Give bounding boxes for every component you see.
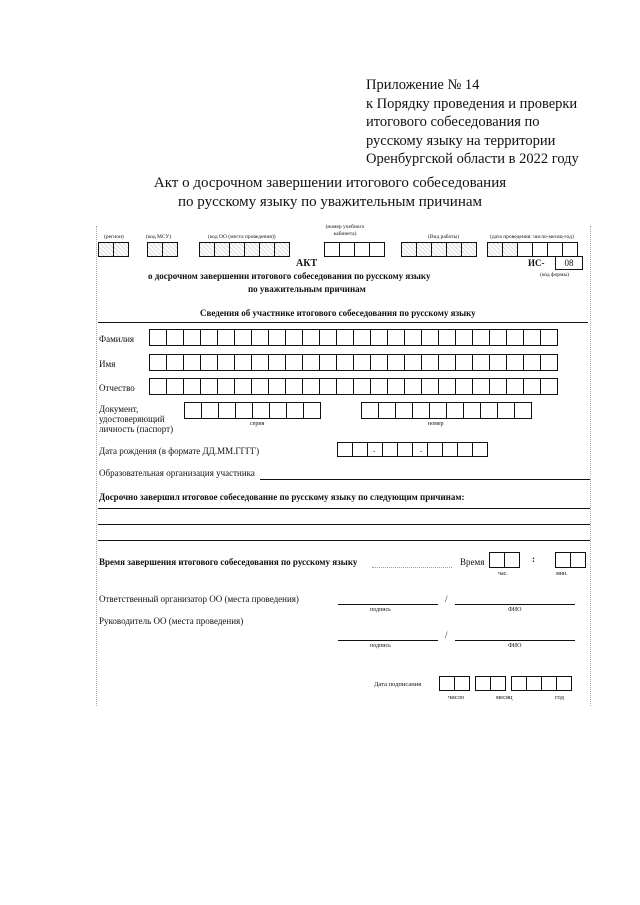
form-number: 08 <box>555 256 583 270</box>
char-cell[interactable] <box>497 402 515 419</box>
signature-caption: подпись <box>370 643 391 649</box>
appendix-line: итогового собеседования по <box>366 114 540 130</box>
char-cell[interactable] <box>235 402 253 419</box>
char-cell[interactable] <box>353 378 371 395</box>
birth-date-dot: . <box>420 444 423 454</box>
char-cell[interactable] <box>183 354 201 371</box>
char-cell[interactable] <box>336 378 354 395</box>
char-cell[interactable] <box>353 354 371 371</box>
end-time-dots <box>372 567 452 568</box>
msu-cells[interactable] <box>148 242 178 257</box>
form-prefix: ИС- <box>528 258 545 268</box>
participant-header: Сведения об участнике итогового собеседования по русскому языку <box>200 308 476 318</box>
title-line-2: по русскому языку по уважительным причинам <box>177 194 482 210</box>
char-cell[interactable] <box>183 378 201 395</box>
char-cell[interactable] <box>540 378 558 395</box>
char-cell[interactable] <box>268 378 286 395</box>
char-cell[interactable] <box>472 378 490 395</box>
char-cell[interactable] <box>438 354 456 371</box>
char-cell[interactable] <box>387 354 405 371</box>
organizer-slash: / <box>445 594 448 604</box>
reason-line <box>98 540 590 541</box>
char-cell[interactable] <box>268 329 286 346</box>
oo-label: (код ОО (места проведения)) <box>208 234 276 240</box>
day-caption: число <box>448 694 465 701</box>
surname-label: Фамилия <box>99 334 135 344</box>
document-label-line: удостоверяющий <box>99 414 165 424</box>
date-label: (дата проведения: число-месяц-год) <box>490 234 574 240</box>
birth-date-dot: . <box>373 444 376 454</box>
char-cell[interactable] <box>200 329 218 346</box>
patronymic-label: Отчество <box>99 383 135 393</box>
char-cell[interactable] <box>234 329 252 346</box>
char-cell[interactable] <box>251 329 269 346</box>
month-caption: месяц <box>496 694 513 701</box>
end-time-label: Время завершения итогового собеседования по русскому языку <box>99 557 358 567</box>
char-cell[interactable] <box>252 402 270 419</box>
char-cell[interactable] <box>302 329 320 346</box>
char-cell[interactable] <box>514 402 532 419</box>
name-field[interactable] <box>150 354 558 371</box>
char-cell[interactable] <box>286 402 304 419</box>
akt-subtitle-2: по уважительным причинам <box>248 284 366 294</box>
char-cell[interactable] <box>438 378 456 395</box>
char-cell[interactable] <box>217 354 235 371</box>
reason-line <box>98 508 590 509</box>
work-type-label: (Вид работы) <box>428 234 460 240</box>
number-label: номер <box>428 421 444 427</box>
oo-cells[interactable] <box>200 242 290 257</box>
char-cell[interactable] <box>421 378 439 395</box>
reason-line <box>98 524 590 525</box>
fio-caption: ФИО <box>508 643 522 649</box>
char-cell[interactable] <box>217 329 235 346</box>
char-cell[interactable] <box>404 354 422 371</box>
birth-date-field[interactable] <box>338 442 488 457</box>
appendix-block <box>366 76 626 169</box>
char-cell[interactable] <box>378 402 396 419</box>
appendix-line: русскому языку на территории <box>366 132 556 149</box>
char-cell[interactable] <box>455 329 473 346</box>
work-type-cells[interactable] <box>402 242 477 257</box>
reasons-label: Досрочно завершил итоговое собеседование по русскому языку по следующим причинам: <box>99 492 465 502</box>
series-label: серия <box>250 421 265 427</box>
room-cells[interactable] <box>325 242 385 257</box>
char-cell[interactable] <box>353 329 371 346</box>
char-cell[interactable] <box>455 354 473 371</box>
sign-date-label: Дата подписания <box>374 681 422 688</box>
char-cell[interactable] <box>269 402 287 419</box>
char-cell[interactable] <box>429 402 447 419</box>
surname-field[interactable] <box>150 329 558 346</box>
char-cell[interactable] <box>166 354 184 371</box>
appendix-line: к Порядку проведения и проверки <box>366 95 578 112</box>
char-cell[interactable] <box>183 329 201 346</box>
minutes-label: мин. <box>556 571 568 577</box>
char-cell[interactable] <box>489 354 507 371</box>
char-cell[interactable] <box>506 329 524 346</box>
form-right-border <box>590 226 591 706</box>
head-label: Руководитель ОО (места проведения) <box>99 616 244 626</box>
char-cell[interactable] <box>285 329 303 346</box>
hours-label: час. <box>498 571 508 577</box>
char-cell[interactable] <box>319 329 337 346</box>
char-cell[interactable] <box>472 354 490 371</box>
char-cell[interactable] <box>200 378 218 395</box>
char-cell[interactable] <box>387 329 405 346</box>
char-cell[interactable] <box>463 402 481 419</box>
minutes-field[interactable] <box>556 552 586 568</box>
title-line-1: Акт о досрочном завершении итогового собеседования <box>153 175 507 191</box>
birth-date-label: Дата рождения (в формате ДД.ММ.ГГГГ) <box>99 446 260 456</box>
head-fio-line[interactable] <box>455 640 575 641</box>
char-cell[interactable] <box>523 329 541 346</box>
char-cell[interactable] <box>302 354 320 371</box>
char-cell[interactable] <box>149 378 167 395</box>
appendix-line: Оренбургской области в 2022 году <box>366 151 579 167</box>
organizer-label: Ответственный организатор ОО (места проведения) <box>99 594 299 604</box>
char-cell[interactable] <box>218 402 236 419</box>
char-cell[interactable] <box>336 354 354 371</box>
time-colon: : <box>532 554 535 564</box>
region-cells[interactable] <box>99 242 129 257</box>
document-title <box>120 174 540 212</box>
signature-caption: подпись <box>370 607 391 613</box>
char-cell[interactable] <box>412 402 430 419</box>
document-number-field[interactable] <box>362 402 532 419</box>
char-cell[interactable] <box>370 378 388 395</box>
char-cell[interactable] <box>370 354 388 371</box>
fio-caption: ФИО <box>508 607 522 613</box>
char-cell[interactable] <box>268 354 286 371</box>
char-cell[interactable] <box>489 329 507 346</box>
char-cell[interactable] <box>540 329 558 346</box>
char-cell[interactable] <box>506 354 524 371</box>
appendix-line: Приложение № 14 <box>366 77 480 93</box>
char-cell[interactable] <box>319 354 337 371</box>
char-cell[interactable] <box>302 378 320 395</box>
char-cell[interactable] <box>404 329 422 346</box>
char-cell[interactable] <box>395 402 413 419</box>
char-cell[interactable] <box>523 378 541 395</box>
patronymic-field[interactable] <box>150 378 558 395</box>
char-cell[interactable] <box>251 354 269 371</box>
char-cell[interactable] <box>404 378 422 395</box>
char-cell[interactable] <box>421 329 439 346</box>
char-cell[interactable] <box>184 402 202 419</box>
head-signature-line[interactable] <box>338 640 438 641</box>
char-cell[interactable] <box>234 378 252 395</box>
char-cell[interactable] <box>446 402 464 419</box>
char-cell[interactable] <box>149 329 167 346</box>
msu-label: (код МСУ) <box>146 234 172 240</box>
region-label: (регион) <box>104 234 124 240</box>
form-code-label: (код формы) <box>540 272 569 278</box>
char-cell[interactable] <box>489 378 507 395</box>
akt-heading: АКТ <box>296 258 318 269</box>
char-cell[interactable] <box>251 378 269 395</box>
char-cell[interactable] <box>540 354 558 371</box>
organizer-fio-line[interactable] <box>455 604 575 605</box>
char-cell[interactable] <box>421 354 439 371</box>
form-left-border <box>96 226 97 706</box>
char-cell[interactable] <box>200 354 218 371</box>
akt-subtitle-1: о досрочном завершении итогового собеседования по русскому языку <box>148 271 431 281</box>
char-cell[interactable] <box>201 402 219 419</box>
char-cell[interactable] <box>217 378 235 395</box>
time-label: Время <box>460 557 485 567</box>
char-cell[interactable] <box>523 354 541 371</box>
name-label: Имя <box>99 359 116 369</box>
char-cell[interactable] <box>166 378 184 395</box>
school-label: Образовательная организация участника <box>99 468 255 478</box>
char-cell[interactable] <box>285 378 303 395</box>
char-cell[interactable] <box>319 378 337 395</box>
document-label-line: личность (паспорт) <box>99 424 174 434</box>
organizer-signature-line[interactable] <box>338 604 438 605</box>
char-cell[interactable] <box>472 329 490 346</box>
char-cell[interactable] <box>506 378 524 395</box>
room-label: (номер учебного кабинета) <box>325 224 365 237</box>
document-series-field[interactable] <box>185 402 321 419</box>
section-divider <box>98 322 588 323</box>
char-cell[interactable] <box>480 402 498 419</box>
hours-field[interactable] <box>490 552 520 568</box>
char-cell[interactable] <box>361 402 379 419</box>
char-cell[interactable] <box>166 329 184 346</box>
date-cells[interactable] <box>488 242 578 257</box>
school-line <box>260 479 590 480</box>
document-label-line: Документ, <box>99 404 139 414</box>
year-caption: год <box>555 694 564 701</box>
char-cell[interactable] <box>438 329 456 346</box>
sign-date-field[interactable] <box>440 676 572 691</box>
char-cell[interactable] <box>455 378 473 395</box>
char-cell[interactable] <box>370 329 388 346</box>
document-label <box>99 404 173 434</box>
char-cell[interactable] <box>303 402 321 419</box>
char-cell[interactable] <box>387 378 405 395</box>
head-slash: / <box>445 630 448 640</box>
char-cell[interactable] <box>336 329 354 346</box>
char-cell[interactable] <box>234 354 252 371</box>
char-cell[interactable] <box>285 354 303 371</box>
char-cell[interactable] <box>149 354 167 371</box>
